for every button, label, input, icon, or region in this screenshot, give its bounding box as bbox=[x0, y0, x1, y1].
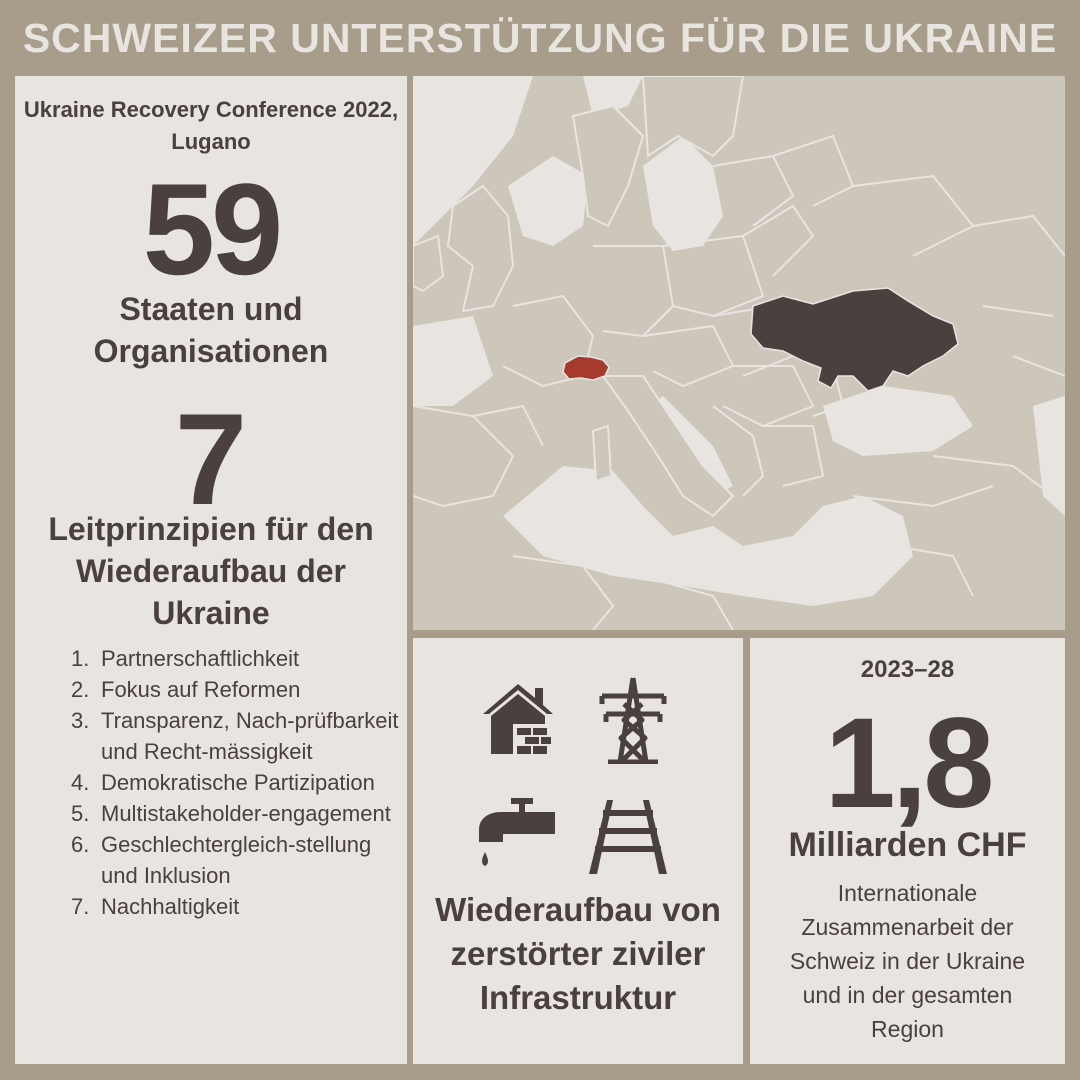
list-item: 5. Multistakeholder-engagement bbox=[71, 801, 391, 826]
infrastructure-panel bbox=[413, 638, 743, 1064]
list-item: 6. Geschlechtergleich-stellung und Inklusion bbox=[71, 832, 372, 888]
map-svg bbox=[413, 76, 1065, 630]
principles-list bbox=[71, 643, 401, 922]
europe-map bbox=[413, 76, 1065, 630]
water-tap-icon bbox=[473, 792, 563, 882]
power-pylon-icon bbox=[588, 674, 678, 764]
house-brick-icon bbox=[473, 674, 563, 764]
infrastructure-icons bbox=[473, 674, 683, 874]
list-item: 3. Transparenz, Nach-prüfbarkeit und Recht-mässigkeit bbox=[71, 708, 399, 764]
principles-label: Leitprinzipien für den Wiederaufbau der Ukraine bbox=[48, 511, 374, 631]
conference-panel bbox=[15, 76, 407, 1064]
principles-count: 7 bbox=[174, 386, 248, 532]
funding-unit: Milliarden CHF bbox=[788, 826, 1027, 864]
list-item: 7. Nachhaltigkeit bbox=[71, 894, 240, 919]
infrastructure-label: Wiederaufbau von zerstörter ziviler Infrastruktur bbox=[435, 891, 721, 1016]
railway-track-icon bbox=[583, 792, 673, 882]
conference-name: Ukraine Recovery Conference 2022, Lugano bbox=[23, 97, 399, 154]
states-count: 59 bbox=[142, 156, 280, 302]
funding-description: Internationale Zusammenarbeit der Schweiz in der Ukraine und in der gesamten Region bbox=[789, 880, 1026, 1042]
switzerland-shape bbox=[563, 356, 609, 380]
list-item: 1. Partnerschaftlichkeit bbox=[71, 646, 300, 671]
funding-amount: 1,8 bbox=[824, 692, 991, 835]
list-item: 2. Fokus auf Reformen bbox=[71, 677, 301, 702]
list-item: 4. Demokratische Partizipation bbox=[71, 770, 375, 795]
funding-panel bbox=[750, 638, 1065, 1064]
ukraine-shape bbox=[751, 288, 958, 391]
funding-years: 2023–28 bbox=[860, 656, 955, 683]
page-title: SCHWEIZER UNTERSTÜTZUNG FÜR DIE UKRAINE bbox=[22, 14, 1058, 61]
states-label: Staaten und Organisationen bbox=[93, 291, 329, 369]
